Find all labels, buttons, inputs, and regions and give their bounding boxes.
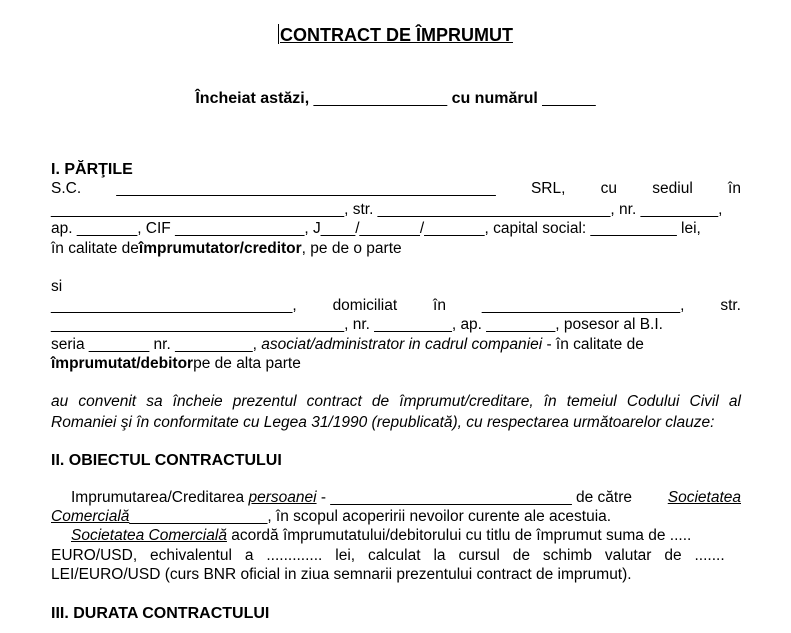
srl-label: SRL, <box>530 180 566 197</box>
debtor-role-tail: pe de alta parte <box>193 355 301 372</box>
word-in-2: în <box>433 297 446 314</box>
debtor-address-blank: _______________________, <box>481 297 685 314</box>
object-line-4 <box>51 547 741 565</box>
word-cu: cu <box>600 180 618 197</box>
text-cursor <box>278 24 279 44</box>
word-sediul: sediul <box>652 180 693 197</box>
person-link: persoanei <box>248 489 317 506</box>
debtor-line-2 <box>51 316 741 334</box>
company-ref-2: Comercială <box>51 508 130 525</box>
debtor-line-3 <box>51 336 741 354</box>
lending-label: Imprumutarea/Creditarea <box>71 489 249 506</box>
loan-amount-text: acordă împrumutatului/debitorului cu titlu de împrumut suma de ..... <box>226 527 692 544</box>
object-line-1-text <box>51 489 632 507</box>
document-title-text: CONTRACT DE ÎMPRUMUT <box>280 25 513 45</box>
object-line-5 <box>51 566 741 584</box>
creditor-line-2 <box>51 201 741 219</box>
purpose-text: ________________, în scopul acoperirii nevoilor curente ale acestuia. <box>129 508 612 525</box>
object-line-1 <box>51 489 741 507</box>
exchange-rate-text: LEI/EURO/USD (curs BNR oficial in ziua semnarii prezentului contract de imprumut). <box>51 566 632 583</box>
company-ref-1: Societatea <box>667 489 741 506</box>
creditor-role-post: , pe de o parte <box>301 240 402 257</box>
word-in: în <box>728 180 741 197</box>
debtor-role: împrumutat/debitor <box>51 355 194 372</box>
conjunction-si: si <box>51 278 63 295</box>
creditor-role-pre: în calitate de <box>51 240 139 257</box>
section-heading-parties: I. PĂRŢILE <box>51 161 133 178</box>
debtor-line-4 <box>51 355 741 373</box>
object-line-2 <box>51 508 741 526</box>
address-blank: __________________________________, str. ___________________________, nr. _________, <box>51 201 723 218</box>
debtor-role-desc: asociat/administrator in cadrul companiei <box>261 336 543 353</box>
number-blank: ______ <box>537 90 596 107</box>
object-line-3-text <box>51 527 691 545</box>
debtor-id-line <box>51 336 644 354</box>
debtor-street-line: __________________________________, nr. _________, ap. ________, posesor al B.I. <box>51 316 663 333</box>
debtor-role-post: - în calitate de <box>542 336 644 353</box>
creditor-role: împrumutator/creditor <box>138 240 302 257</box>
equivalent-text: EURO/USD, echivalentul a ............. lei, calculat la cursul de schimb valutar de ....... <box>51 547 725 564</box>
debtor-line-1 <box>51 297 741 315</box>
id-series: seria _______ nr. _________, <box>51 336 262 353</box>
date-label: Încheiat astăzi, <box>195 90 310 107</box>
lending-blank: - ____________________________ de către <box>316 489 633 506</box>
object-line-3 <box>51 527 741 545</box>
word-str: str. <box>720 297 741 314</box>
company-ref-3: Societatea Comercială <box>71 527 227 544</box>
creditor-line-1 <box>51 180 741 198</box>
intro-paragraph: au convenit sa încheie prezentul contract de împrumut/creditare, în temeiul Codului Civil al Romaniei şi în conformitate cu Legea 31/1990 (republicată), cu respectarea următoarelor clauze: <box>51 393 741 431</box>
debtor-name-blank: ____________________________, <box>51 297 297 314</box>
creditor-line-4 <box>51 240 741 258</box>
contract-date-line <box>0 90 791 108</box>
section-heading-duration: III. DURATA CONTRACTULUI <box>51 605 270 622</box>
section-heading-object: II. OBIECTUL CONTRACTULUI <box>51 452 282 469</box>
word-domiciliat: domiciliat <box>332 297 398 314</box>
document-title <box>0 24 791 46</box>
cif-line: ap. _______, CIF _______________, J____/_______/_______, capital social: __________ lei, <box>51 220 701 237</box>
date-blank: _______________ <box>309 90 452 107</box>
number-label: cu numărul <box>451 90 538 107</box>
company-name-blank: ____________________________________________ <box>116 180 496 197</box>
sc-label: S.C. <box>51 180 82 197</box>
creditor-line-3 <box>51 220 741 238</box>
